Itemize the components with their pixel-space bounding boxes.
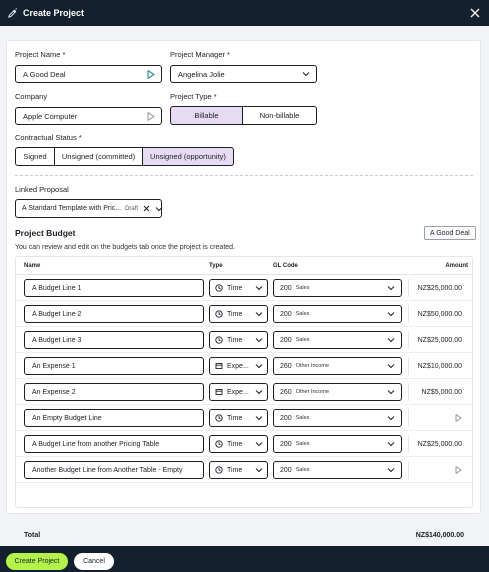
amount-input[interactable] [408,435,466,453]
budget-line-name-input[interactable]: A Budget Line from another Pricing Table [24,435,204,453]
column-amount: Amount [445,263,468,269]
clock-icon [215,440,223,448]
status-signed[interactable]: Signed [15,147,55,166]
table-row [16,379,472,405]
edit-icon [6,7,18,19]
type-value: Time [227,336,243,344]
chevron-down-icon [255,440,263,448]
type-value: Time [227,414,243,422]
chevron-down-icon [387,466,395,474]
budget-table [15,256,473,539]
chevron-down-icon [302,70,310,78]
field-marker-icon [455,466,462,474]
clock-icon [215,466,223,474]
budget-line-type-select[interactable] [209,279,268,297]
clock-icon [215,414,223,422]
table-row [16,431,472,457]
chevron-down-icon [255,414,263,422]
expense-icon [215,388,223,396]
chevron-down-icon [387,440,395,448]
amount-value: NZ$25,000.00 [417,336,462,344]
gl-code-value: 200 [280,284,292,292]
amount-input[interactable] [408,461,466,479]
gl-code-value: 200 [280,440,292,448]
gl-code-value: 200 [280,310,292,318]
budget-line-name-input[interactable]: A Budget Line 2 [24,305,204,323]
linked-proposal-label: Linked Proposal [15,185,69,194]
amount-value: NZ$50,000.00 [417,310,462,318]
section-divider [15,175,473,176]
chevron-down-icon [387,336,395,344]
project-manager-label: Project Manager * [170,50,230,59]
company-label: Company [15,92,48,101]
status-unsigned-committed[interactable]: Unsigned (committed) [55,147,143,166]
table-row [16,327,472,353]
type-value: Time [227,440,243,448]
budget-line-type-select[interactable] [209,383,268,401]
amount-input[interactable] [408,279,466,297]
amount-value: NZ$25,000.00 [417,440,462,448]
chevron-down-icon [255,336,263,344]
form-card [6,40,481,539]
budget-line-name-input[interactable]: A Budget Line 3 [24,331,204,349]
project-name-label: Project Name * [15,50,66,59]
project-type-toggle [170,106,317,125]
gl-code-value: 260 [280,362,292,370]
gl-code-select[interactable] [273,435,402,453]
type-value: Time [227,466,243,474]
project-manager-select[interactable]: Angelina Jolie [170,65,317,83]
amount-input[interactable] [408,357,466,375]
budget-note: You can review and edit on the budgets tab once the project is created. [15,244,236,251]
gl-code-name: Other Income [295,363,330,369]
proposal-status: Draft [125,205,139,212]
cancel-button[interactable]: Cancel [74,553,114,570]
table-row [16,405,472,431]
linked-proposal-select[interactable]: A Standard Template with Pric... Draft [15,199,162,218]
table-row [16,457,472,483]
chevron-down-icon [387,310,395,318]
budget-line-type-select[interactable] [209,357,268,375]
modal-header [0,0,489,26]
contractual-status-toggle [15,147,234,166]
column-type: Type [209,263,223,269]
gl-code-select[interactable] [273,383,402,401]
gl-code-value: 200 [280,466,292,474]
chevron-down-icon [255,284,263,292]
chevron-down-icon [255,466,263,474]
budget-line-type-select[interactable] [209,461,268,479]
amount-input[interactable] [408,305,466,323]
chevron-down-icon [387,362,395,370]
project-name-input[interactable]: A Good Deal [15,65,162,83]
gl-code-select[interactable] [273,305,402,323]
company-input[interactable]: Apple Computer [15,107,162,125]
gl-code-name: Sales [295,337,310,343]
budget-line-type-select[interactable] [209,331,268,349]
type-value: Time [227,310,243,318]
type-value: Time [227,284,243,292]
gl-code-select[interactable] [273,461,402,479]
budget-line-name-input[interactable]: An Expense 2 [24,383,204,401]
table-row [16,275,472,301]
clock-icon [215,336,223,344]
field-marker-icon [147,112,155,121]
clock-icon [215,310,223,318]
budget-line-type-select[interactable] [209,409,268,427]
budget-line-name-input[interactable]: An Empty Budget Line [24,409,204,427]
chevron-down-icon [387,284,395,292]
budget-line-type-select[interactable] [209,435,268,453]
gl-code-name: Sales [295,415,310,421]
budget-line-name-input[interactable]: An Expense 1 [24,357,204,375]
project-type-non-billable[interactable]: Non-billable [243,106,317,125]
gl-code-select[interactable] [273,331,402,349]
amount-value: NZ$10,000.00 [417,362,462,370]
budget-line-type-select[interactable] [209,305,268,323]
gl-code-name: Other Income [295,389,330,395]
amount-input[interactable] [408,409,466,427]
gl-code-name: Sales [295,285,310,291]
gl-code-name: Sales [295,467,310,473]
budget-project-tag: A Good Deal [424,226,476,240]
contractual-status-label: Contractual Status * [15,133,82,142]
gl-code-select[interactable] [273,409,402,427]
gl-code-value: 200 [280,414,292,422]
column-name: Name [24,263,41,269]
table-header [16,257,472,275]
gl-code-name: Sales [295,311,310,317]
gl-code-select[interactable] [273,279,402,297]
chevron-down-icon[interactable] [155,205,163,213]
gl-code-value: 200 [280,336,292,344]
clock-icon [215,284,223,292]
project-type-label: Project Type * [170,92,217,101]
total-row [16,527,472,545]
budget-line-name-input[interactable]: A Budget Line 1 [24,279,204,297]
column-gl-code: GL Code [273,263,298,269]
field-marker-icon [455,414,462,422]
modal-title: Create Project [23,8,85,18]
type-value: Expe... [227,388,249,396]
amount-input[interactable] [408,331,466,349]
status-unsigned-opportunity[interactable]: Unsigned (opportunity) [143,147,234,166]
chevron-down-icon [255,388,263,396]
chevron-down-icon [255,362,263,370]
amount-value: NZ$25,000.00 [417,284,462,292]
gl-code-name: Sales [295,441,310,447]
field-marker-icon [147,70,155,79]
create-project-button[interactable]: Create Project [6,553,68,570]
close-icon[interactable] [469,7,481,19]
type-value: Expe... [227,362,249,370]
table-row [16,353,472,379]
total-label: Total [24,532,41,539]
clear-icon[interactable] [143,205,150,212]
expense-icon [215,362,223,370]
gl-code-select[interactable] [273,357,402,375]
budget-title: Project Budget [15,228,76,238]
project-type-billable[interactable]: Billable [170,106,243,125]
amount-input[interactable] [408,383,466,401]
table-row [16,301,472,327]
amount-value: NZ$5,000.00 [421,388,462,396]
total-value: NZ$140,000.00 [415,532,464,539]
budget-line-name-input[interactable]: Another Budget Line from Another Table - Empty [24,461,204,479]
chevron-down-icon [387,388,395,396]
chevron-down-icon [255,310,263,318]
gl-code-value: 260 [280,388,292,396]
chevron-down-icon [387,414,395,422]
